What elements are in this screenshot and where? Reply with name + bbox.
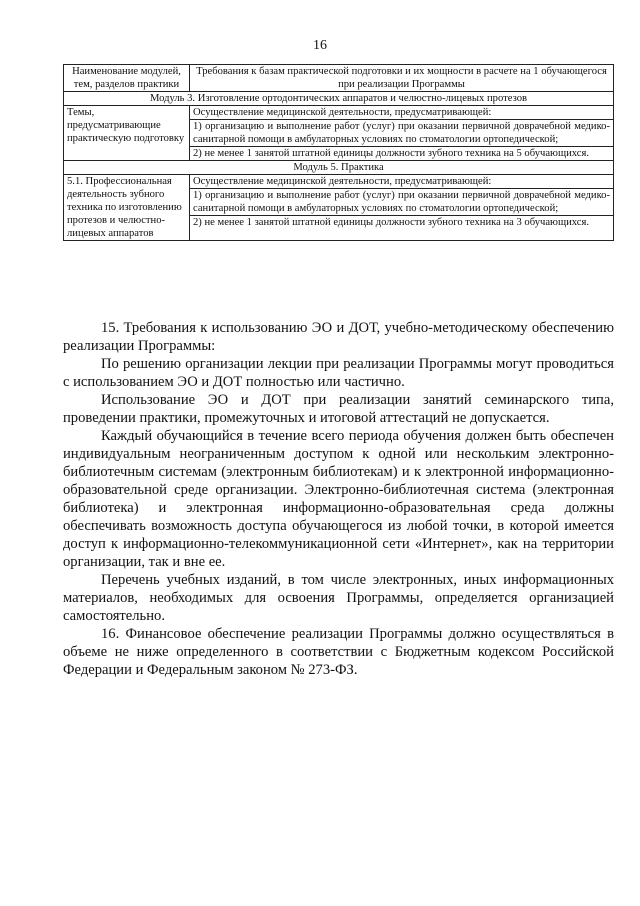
module-3-req-2: 2) не менее 1 занятой штатной единицы должности зубного техника на 5 обучающихся. <box>193 148 589 159</box>
body-text <box>63 319 614 679</box>
module-3-requirements <box>190 106 614 161</box>
requirements-table <box>63 64 614 241</box>
header-modules-cell: Наименование модулей, тем, разделов практики <box>64 65 190 92</box>
module-5-topic: 5.1. Профессиональная деятельность зубного техника по изготовлению протезов и челюстно-лицевых аппаратов <box>64 175 190 241</box>
module-5-requirements <box>190 175 614 241</box>
paragraph-15-heading: 15. Требования к использованию ЭО и ДОТ, учебно-методическому обеспечению реализации Программы: <box>63 320 614 354</box>
module-5-title: Модуль 5. Практика <box>64 161 614 175</box>
module-3-title: Модуль 3. Изготовление ортодонтических аппаратов и челюстно-лицевых протезов <box>64 92 614 106</box>
paragraph-seminars: Использование ЭО и ДОТ при реализации занятий семинарского типа, проведении практики, промежуточных и итоговой аттестаций не допускается. <box>63 392 614 426</box>
paragraph-library-access: Каждый обучающийся в течение всего периода обучения должен быть обеспечен индивидуальным неограниченным доступом к одной или нескольким электронно-библиотечным системам (электронным библиотекам) и к электронной информационно-образовательной среде организации. Электронно-библиотечная система (электронная библиотека) и электронная информационно-образовательная среда должны обеспечивать возможность доступа обучающегося из любой точки, в которой имеется доступ к информационно-телекоммуникационной сети «Интернет», как на территории организации, так и вне ее. <box>63 428 614 570</box>
module-5-req-2: 2) не менее 1 занятой штатной единицы должности зубного техника на 3 обучающихся. <box>193 217 589 228</box>
module-3-row <box>64 92 614 106</box>
module-5-content-row <box>64 175 614 241</box>
module-3-content-row <box>64 106 614 161</box>
module-5-req-1: 1) организацию и выполнение работ (услуг) при оказании первичной доврачебной медико-санитарной помощи в амбулаторных условиях по стоматологии ортопедической; <box>193 190 610 214</box>
table-header-row <box>64 65 614 92</box>
module-5-req-intro: Осуществление медицинской деятельности, предусматривающей: <box>193 176 492 187</box>
page-number: 16 <box>313 38 327 53</box>
paragraph-lectures: По решению организации лекции при реализации Программы могут проводиться с использованием ЭО и ДОТ полностью или частично. <box>63 356 614 390</box>
header-requirements-cell: Требования к базам практической подготовки и их мощности в расчете на 1 обучающегося при реализации Программы <box>190 65 614 92</box>
module-3-req-1: 1) организацию и выполнение работ (услуг) при оказании первичной доврачебной медико-санитарной помощи в амбулаторных условиях по стоматологии ортопедической; <box>193 121 610 145</box>
module-5-row <box>64 161 614 175</box>
module-3-req-intro: Осуществление медицинской деятельности, предусматривающей: <box>193 107 492 118</box>
paragraph-materials: Перечень учебных изданий, в том числе электронных, иных информационных материалов, необходимых для освоения Программы, определяется организацией самостоятельно. <box>63 572 614 624</box>
paragraph-16-financing: 16. Финансовое обеспечение реализации Программы должно осуществляться в объеме не ниже определенного в соответствии с Бюджетным кодексом Российской Федерации и Федеральным законом № 273-ФЗ. <box>63 626 614 678</box>
module-3-topic: Темы, предусматривающие практическую подготовку <box>64 106 190 161</box>
